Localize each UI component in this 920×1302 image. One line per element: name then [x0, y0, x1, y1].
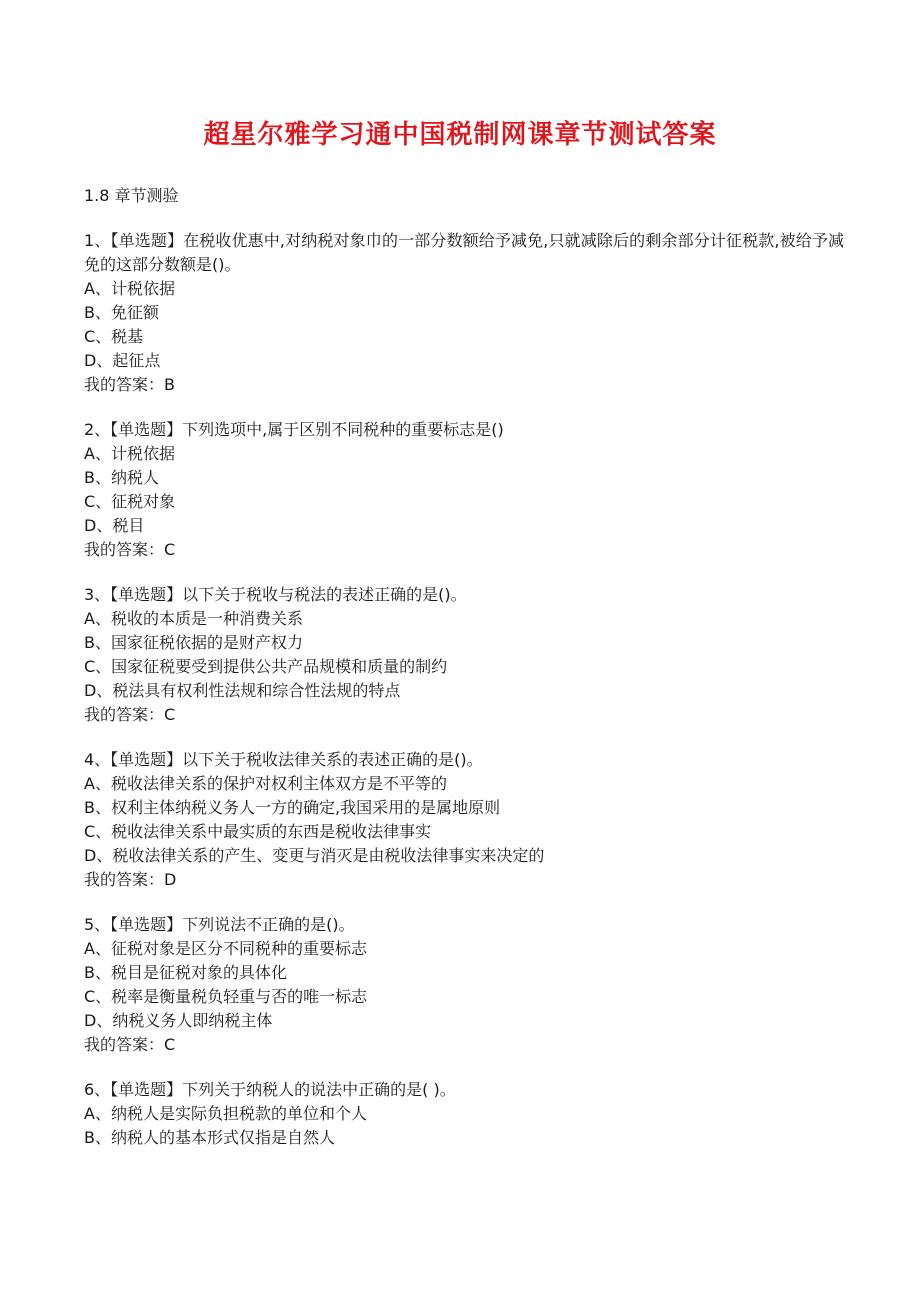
option-d: D、纳税义务人即纳税主体 [84, 1011, 273, 1030]
option-c: C、国家征税要受到提供公共产品规模和质量的制约 [84, 657, 448, 676]
question-stem: 3、【单选题】以下关于税收与税法的表述正确的是()。 [84, 585, 467, 604]
option-a: A、税收法律关系的保护对权利主体双方是不平等的 [84, 774, 447, 793]
document-content [84, 184, 844, 1171]
document-title: 超星尔雅学习通中国税制网课章节测试答案 [203, 120, 717, 150]
question-stem: 1、【单选题】在税收优惠中,对纳税对象巾的一部分数额给予减免,只就减除后的剩余部分计征税款,被给予减免的这部分数额是()。 [84, 231, 844, 274]
section-heading: 1.8 章节测验 [84, 186, 179, 205]
option-a: A、纳税人是实际负担税款的单位和个人 [84, 1104, 367, 1123]
my-answer: 我的答案：C [84, 540, 176, 559]
option-d: D、税法具有权利性法规和综合性法规的特点 [84, 681, 401, 700]
my-answer: 我的答案：D [84, 870, 177, 889]
my-answer: 我的答案：C [84, 1035, 176, 1054]
option-c: C、税基 [84, 327, 144, 346]
option-a: A、计税依据 [84, 444, 175, 463]
option-c: C、税率是衡量税负轻重与否的唯一标志 [84, 987, 368, 1006]
option-a: A、税收的本质是一种消费关系 [84, 609, 303, 628]
question-stem: 4、【单选题】以下关于税收法律关系的表述正确的是()。 [84, 750, 483, 769]
option-d: D、起征点 [84, 351, 161, 370]
option-c: C、税收法律关系中最实质的东西是税收法律事实 [84, 822, 432, 841]
option-c: C、征税对象 [84, 492, 176, 511]
my-answer: 我的答案：B [84, 375, 175, 394]
question-5 [84, 913, 844, 1057]
option-b: B、纳税人的基本形式仅指是自然人 [84, 1128, 335, 1147]
option-b: B、国家征税依据的是财产权力 [84, 633, 303, 652]
my-answer: 我的答案：C [84, 705, 176, 724]
option-b: B、纳税人 [84, 468, 159, 487]
question-stem: 6、【单选题】下列关于纳税人的说法中正确的是( )。 [84, 1080, 456, 1099]
question-3 [84, 583, 844, 727]
question-4 [84, 748, 844, 892]
question-2 [84, 418, 844, 562]
question-1 [84, 229, 844, 397]
option-d: D、税目 [84, 516, 145, 535]
option-b: B、税目是征税对象的具体化 [84, 963, 287, 982]
option-b: B、权利主体纳税义务人一方的确定,我国采用的是属地原则 [84, 798, 501, 817]
question-stem: 5、【单选题】下列说法不正确的是()。 [84, 915, 355, 934]
option-d: D、税收法律关系的产生、变更与消灭是由税收法律事实来决定的 [84, 846, 545, 865]
option-a: A、计税依据 [84, 279, 175, 298]
question-stem: 2、【单选题】下列选项中,属于区别不同税种的重要标志是() [84, 420, 504, 439]
option-a: A、征税对象是区分不同税种的重要标志 [84, 939, 367, 958]
question-6 [84, 1078, 844, 1150]
option-b: B、免征额 [84, 303, 159, 322]
